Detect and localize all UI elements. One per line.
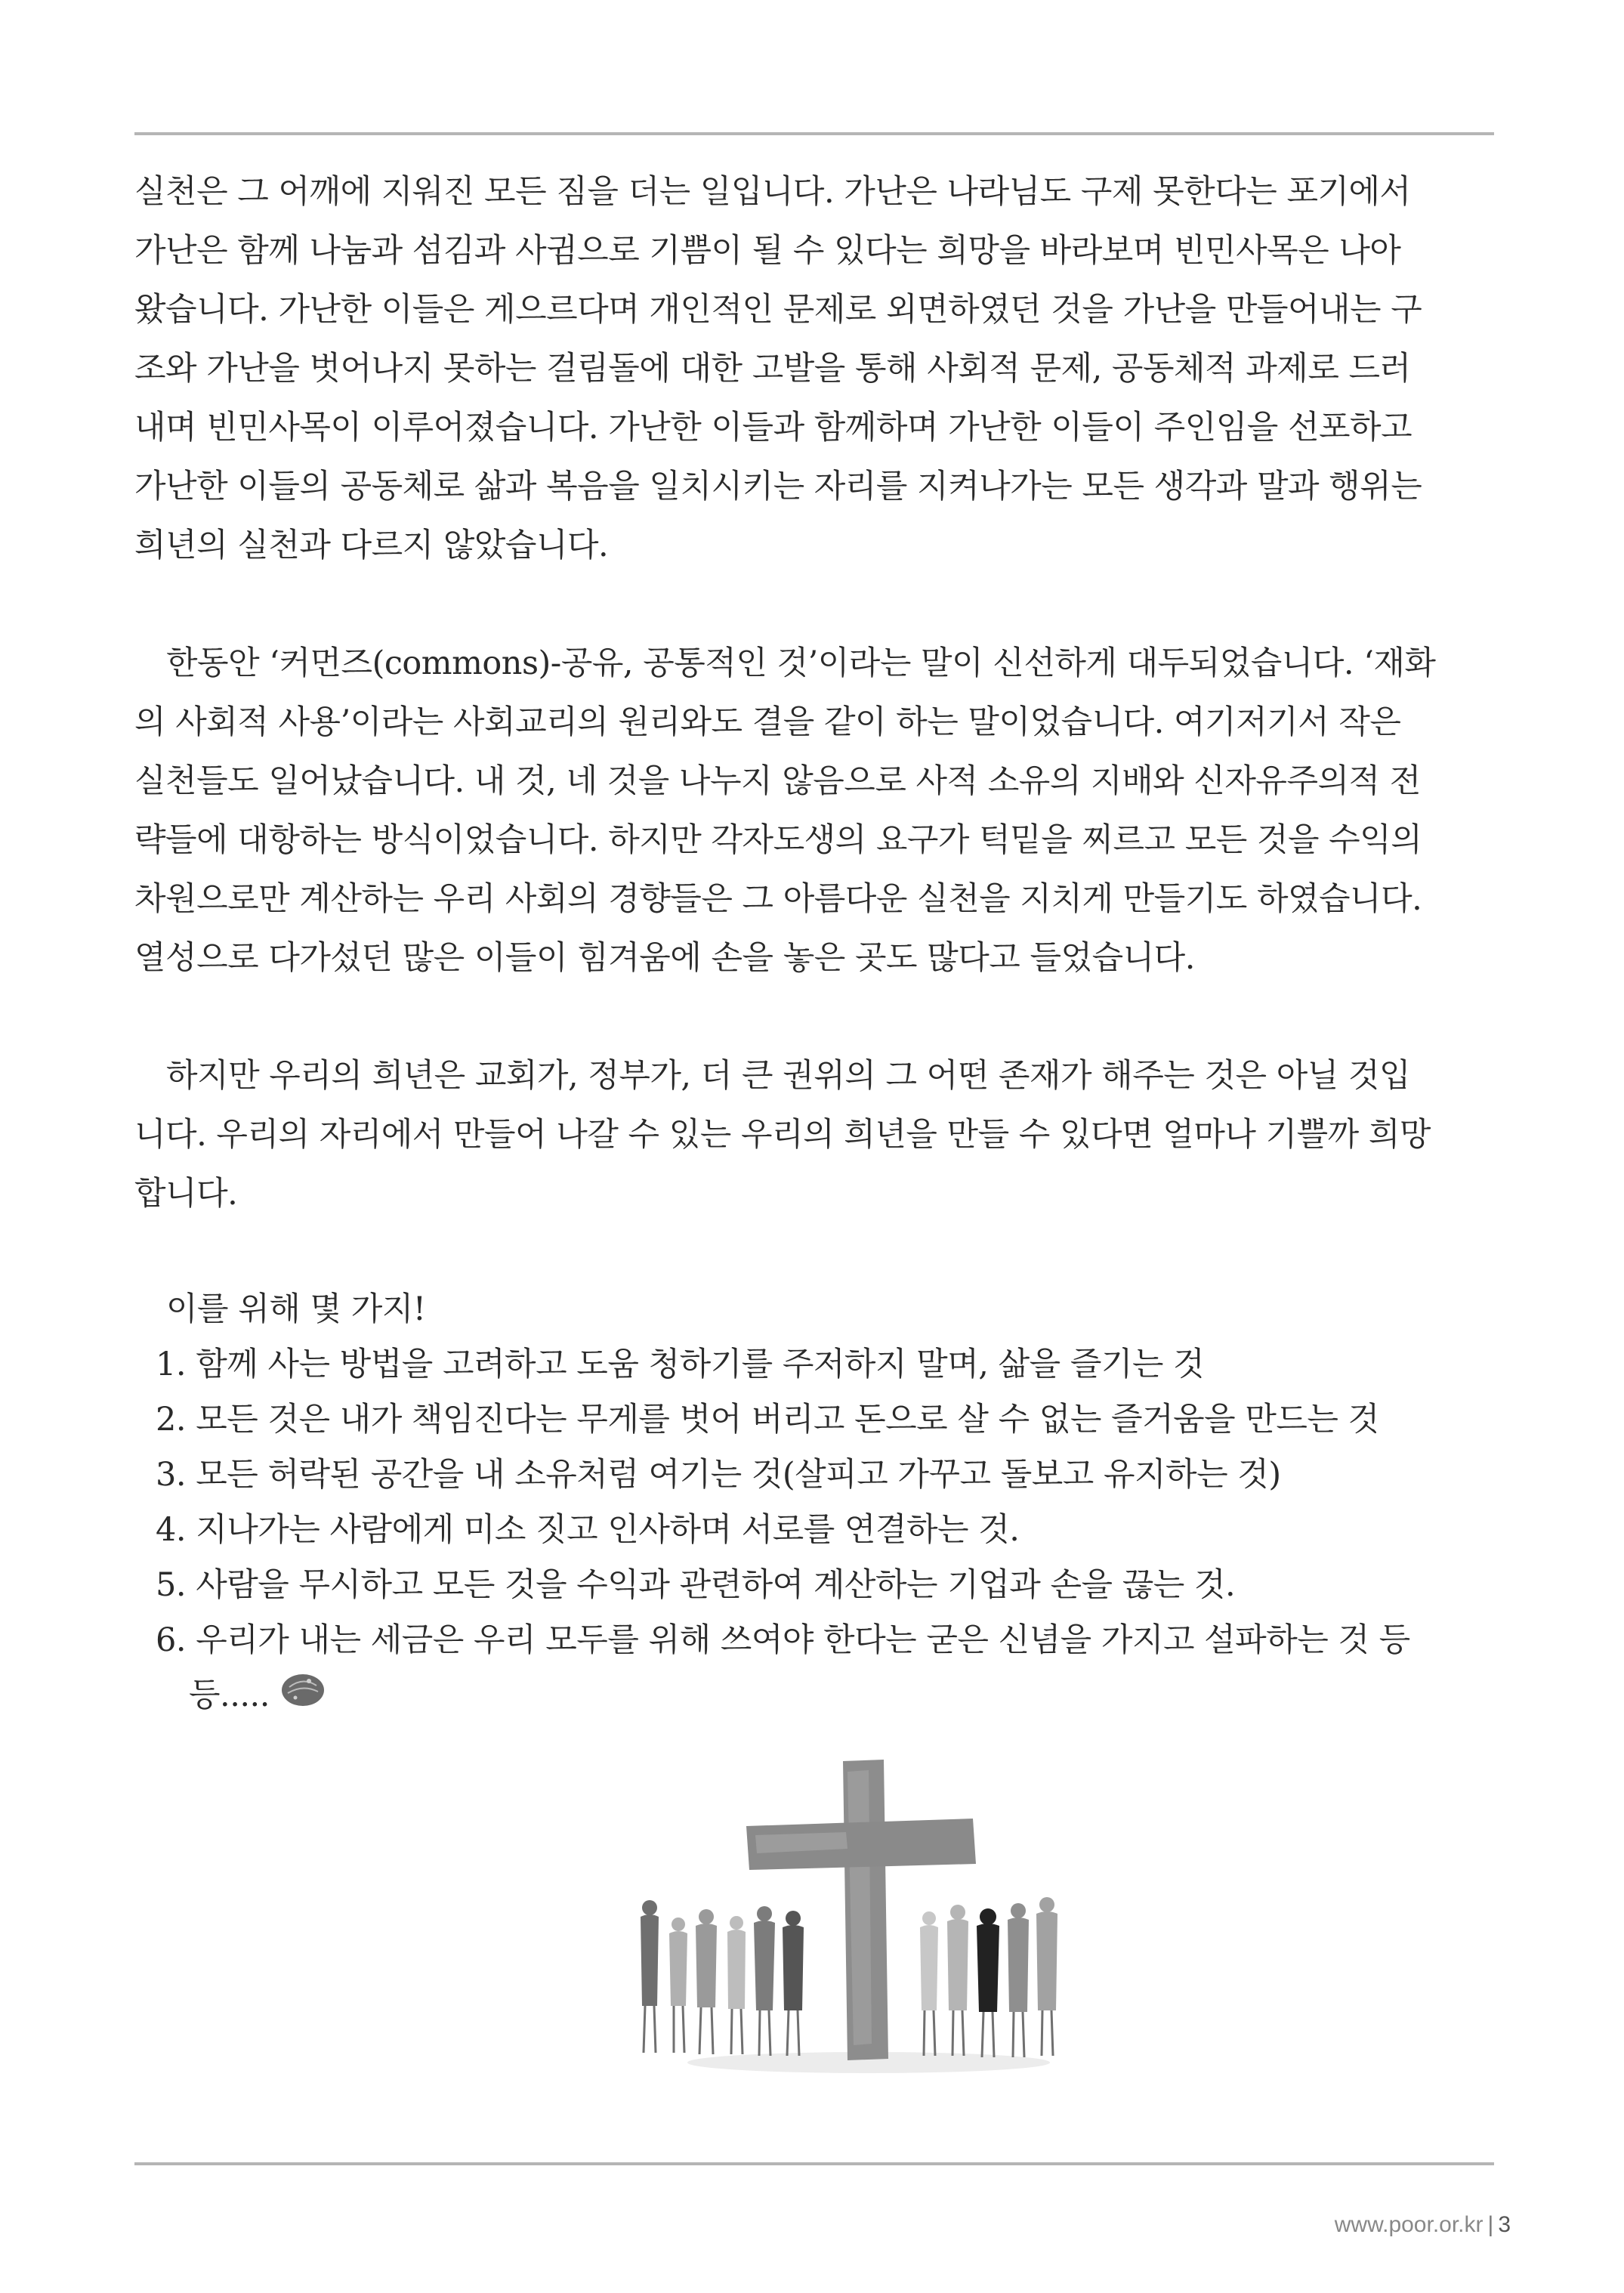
text-line: 왔습니다. 가난한 이들은 게으르다며 개인적인 문제로 외면하였던 것을 가난을 만들어내는 구: [134, 291, 1422, 329]
text-line: 략들에 대항하는 방식이었습니다. 하지만 각자도생의 요구가 턱밑을 찌르고 모든 것을 수익의: [134, 821, 1422, 859]
text-line: 희년의 실천과 다르지 않았습니다.: [134, 527, 609, 564]
text-line: 합니다.: [134, 1175, 238, 1213]
footer-url[interactable]: www.poor.or.kr: [1334, 2212, 1484, 2237]
text-line: 가난한 이들의 공동체로 삶과 복음을 일치시키는 자리를 지켜나가는 모든 생각과 말과 행위는: [134, 468, 1422, 505]
text-line: 하지만 우리의 희년은 교회가, 정부가, 더 큰 권위의 그 어떤 존재가 해주는 것은 아닐 것입: [166, 1057, 1411, 1095]
list-item-continuation: [134, 1668, 1494, 1726]
footer-separator: |: [1487, 2212, 1494, 2237]
text-line: 니다. 우리의 자리에서 만들어 나갈 수 있는 우리의 희년을 만들 수 있다면 얼마나 기쁠까 희망: [134, 1116, 1431, 1154]
end-mark-icon: [279, 1670, 327, 1726]
paragraph-1: [134, 162, 1494, 575]
text-line: 차원으로만 계산하는 우리 사회의 경향들은 그 아름다운 실천을 지치게 만들기도 하였습니다.: [134, 880, 1422, 918]
list-item: 2. 모든 것은 내가 책임진다는 무게를 벗어 버리고 돈으로 살 수 없는 즐거움을 만드는 것: [156, 1401, 1379, 1439]
text-line: 내며 빈민사목이 이루어졌습니다. 가난한 이들과 함께하며 가난한 이들이 주인임을 선포하고: [134, 409, 1413, 447]
text-line: 조와 가난을 벗어나지 못하는 걸림돌에 대한 고발을 통해 사회적 문제, 공동체적 과제로 드러: [134, 350, 1411, 388]
page-body: [134, 162, 1494, 1726]
text-line: 가난은 함께 나눔과 섬김과 사귐으로 기쁨이 될 수 있다는 희망을 바라보며 빈민사목은 나아: [134, 232, 1401, 270]
top-rule: [134, 132, 1494, 135]
list-item: 5. 사람을 무시하고 모든 것을 수익과 관련하여 계산하는 기업과 손을 끊는 것.: [156, 1566, 1236, 1604]
list-item-continuation-text: 등.....: [189, 1676, 270, 1714]
cross-and-people-illustration: [619, 1757, 1103, 2092]
bottom-rule: [134, 2162, 1494, 2165]
list-item: 4. 지나가는 사람에게 미소 짓고 인사하며 서로를 연결하는 것.: [156, 1511, 1020, 1549]
paragraph-3: [134, 1046, 1494, 1223]
list-item: 3. 모든 허락된 공간을 내 소유처럼 여기는 것(살피고 가꾸고 돌보고 유지하는 것): [156, 1456, 1281, 1494]
footer: [1335, 2212, 1511, 2238]
list-item: 6. 우리가 내는 세금은 우리 모두를 위해 쓰여야 한다는 굳은 신념을 가지고 설파하는 것 등: [156, 1621, 1410, 1659]
page-number: 3: [1498, 2212, 1511, 2237]
list-intro: 이를 위해 몇 가지!: [166, 1290, 426, 1328]
text-line: 의 사회적 사용’이라는 사회교리의 원리와도 결을 같이 하는 말이었습니다. 여기저기서 작은: [134, 703, 1401, 741]
text-line: 한동안 ‘커먼즈(commons)-공유, 공통적인 것’이라는 말이 신선하게 대두되었습니다. ‘재화: [166, 644, 1436, 682]
text-line: 열성으로 다가섰던 많은 이들이 힘겨움에 손을 놓은 곳도 많다고 들었습니다.: [134, 939, 1195, 977]
action-list: [134, 1282, 1494, 1726]
paragraph-2: [134, 634, 1494, 987]
text-line: 실천은 그 어깨에 지워진 모든 짐을 더는 일입니다. 가난은 나라님도 구제 못한다는 포기에서: [134, 173, 1411, 211]
text-line: 실천들도 일어났습니다. 내 것, 네 것을 나누지 않음으로 사적 소유의 지배와 신자유주의적 전: [134, 762, 1421, 800]
list-item: 1. 함께 사는 방법을 고려하고 도움 청하기를 주저하지 말며, 삶을 즐기는 것: [156, 1346, 1205, 1383]
